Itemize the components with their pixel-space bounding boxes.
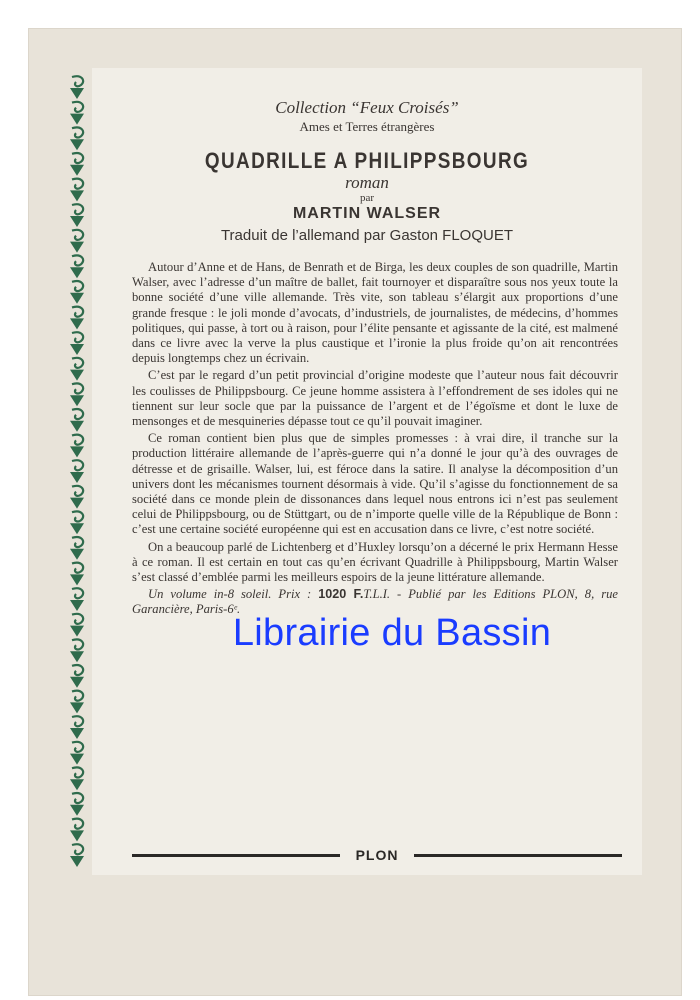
by-label: par [359, 192, 375, 204]
paragraph-3: Ce roman contient bien plus que de simples promesses : à vrai dire, il tranche sur la production littéraire allemande de l’après-guerre qui n’a donné le jour qu’à des ouvrages de détresse et de grisaille. Walser, lui, est féroce dans la satire. Il analyse la décomposition d’un univers dont les mécanismes tournent désormais à vide. Qu’il s’agisse du fonctionnement de sa société dans ce monde plein de dissonances dans lequel nous entrons ici n’est pas seulement celui de Philippsbourg, ou de Stüttgart, ou de n’importe quelle ville de la République de Bonn : c’est une certaine société européenne qui est en accusation dans ce livre, c’est notre société. [132, 431, 618, 537]
border-ornament [70, 767, 84, 790]
price-value: 1020 F. [318, 587, 364, 602]
border-ornament [70, 486, 84, 509]
collection-name: Collection “Feux Croisés” [275, 98, 459, 117]
border-ornament [70, 511, 84, 534]
border-ornament [70, 383, 84, 406]
description-text [132, 260, 618, 618]
paragraph-1: Autour d’Anne et de Hans, de Benrath et de Birga, les deux couples de son quadrille, Martin Walser, avec l’adresse d’un maître de ballet, fait tournoyer et disparaître sous nos yeux toute la bonne société d’une ville allemande. Très vite, son tableau s’élargit aux proportions d’une grande fresque : le joli monde d’avocats, d’industriels, de journalistes, de médecins, d’hommes politiques, qui passe, à tort ou à raison, pour l’élite pensante et agissante de la cité, est malmené dans ce livre avec la verve la plus caustique et l’ironie la plus froide qu’on ait rencontrées depuis longtemps chez un écrivain. [132, 260, 618, 366]
border-ornament [70, 204, 84, 227]
border-ornament [70, 742, 84, 765]
paragraph-2: C’est par le regard d’un petit provincial d’origine modeste que l’auteur nous fait découvrir les coulisses de Philippsbourg. Ce jeune homme assistera à l’effondrement de ses idoles qui ne tiennent sur leur socle que par la puissance de l’argent et de l’égoïsme et dont le luxe de mensonges et de mesquineries dépasse tout ce qu’il pouvait imaginer. [132, 368, 618, 429]
border-ornament [70, 819, 84, 842]
border-ornament [70, 563, 84, 586]
border-ornament [70, 255, 84, 278]
price-suffix: T.L.I. - Publié par les Editions PLON, 8, rue Garancière, Paris-6ᵉ. [132, 587, 618, 617]
border-ornament [70, 409, 84, 432]
border-ornament [70, 614, 84, 637]
border-ornament [70, 179, 84, 202]
watermark-text: Librairie du Bassin [232, 612, 552, 654]
border-ornament [70, 153, 84, 176]
price-prefix: Un volume in-8 soleil. Prix : [148, 587, 312, 602]
border-ornament [70, 537, 84, 560]
border-ornament [70, 665, 84, 688]
border-ornament [70, 230, 84, 253]
leaflet-page [92, 68, 642, 875]
border-ornament [70, 281, 84, 304]
genre: roman [345, 173, 389, 192]
paragraph-4: On a beaucoup parlé de Lichtenberg et d’Huxley lorsqu’on a décerné le prix Hermann Hesse à ce roman. Il est certain en tout cas qu’en écrivant Quadrille à Philippsbourg, Martin Walser s’est classé d’emblée parmi les meilleurs espoirs de la jeune littérature allemande. [132, 539, 618, 585]
border-ornament [70, 102, 84, 125]
border-ornament [70, 639, 84, 662]
footer-rule-right [414, 854, 622, 857]
border-ornament [70, 332, 84, 355]
border-ornament [70, 76, 84, 99]
border-ornament [70, 460, 84, 483]
border-ornament [70, 588, 84, 611]
border-ornament [70, 307, 84, 330]
border-ornament [70, 435, 84, 458]
collection-subtitle: Ames et Terres étrangères [299, 119, 435, 134]
border-ornament [70, 844, 84, 867]
publisher-footer [132, 846, 622, 864]
book-title: QUADRILLE A PHILIPPSBOURG [204, 148, 530, 173]
border-ornament [70, 793, 84, 816]
translator-credit: Traduit de l’allemand par Gaston FLOQUET [220, 227, 514, 244]
footer-rule-left [132, 854, 340, 857]
title-block [92, 98, 642, 246]
author-name: MARTIN WALSER [292, 205, 442, 222]
border-ornament [70, 716, 84, 739]
border-ornament [70, 127, 84, 150]
border-ornament [70, 691, 84, 714]
decorative-border-strip [66, 75, 92, 875]
publisher-name: PLON [355, 847, 399, 863]
border-ornament [70, 358, 84, 381]
